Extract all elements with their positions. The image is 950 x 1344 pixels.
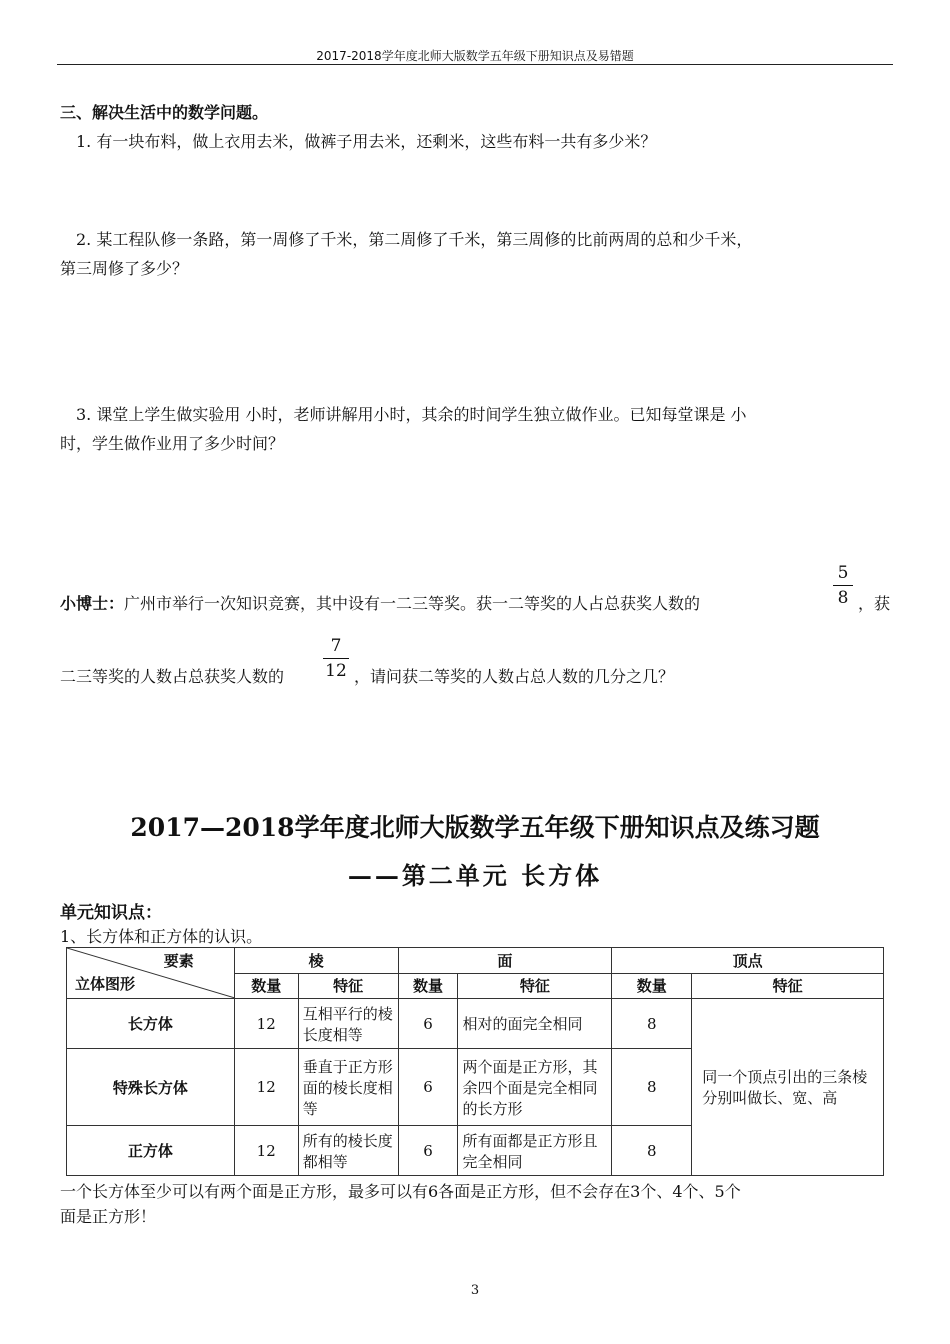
face-feature: 两个面是正方形，其余四个面是完全相同的长方形 — [458, 1049, 612, 1126]
question-1: 1. 有一块布料，做上衣用去米，做裤子用去米，还剩米，这些布料一共有多少米？ — [76, 132, 657, 151]
subheader-count: 数量 — [234, 973, 298, 999]
page-header: 2017-2018学年度北师大版数学五年级下册知识点及易错题 — [316, 49, 634, 63]
edge-count: 12 — [234, 1049, 298, 1126]
group-header-face: 面 — [398, 948, 612, 974]
subheader-count: 数量 — [398, 973, 458, 999]
doctor-text-1: 广州市举行一次知识竞赛，其中设有一二三等奖。获一二等奖的人占总获奖人数的 — [124, 594, 701, 613]
row-name: 正方体 — [67, 1126, 235, 1176]
question-2-line-2: 第三周修了多少？ — [60, 259, 189, 278]
row-name: 特殊长方体 — [67, 1049, 235, 1126]
document-subtitle: ——第二单元 长方体 — [347, 861, 603, 890]
fraction-numerator: 5 — [837, 563, 849, 583]
section-heading: 三、解决生活中的数学问题。 — [60, 103, 269, 122]
doctor-line-1 — [60, 592, 700, 616]
face-feature: 相对的面完全相同 — [458, 999, 612, 1049]
vertex-count: 8 — [612, 999, 692, 1049]
face-count: 6 — [398, 999, 458, 1049]
header-rule — [57, 64, 893, 65]
fraction-bar — [323, 658, 349, 659]
subheader-feature: 特征 — [692, 973, 884, 999]
question-2-line-1: 2. 某工程队修一条路，第一周修了千米，第二周修了千米，第三周修的比前两周的总和少千米， — [76, 230, 753, 249]
page-number: 3 — [470, 1283, 480, 1298]
face-count: 6 — [398, 1126, 458, 1176]
fraction-denominator: 8 — [837, 588, 849, 608]
table-corner-cell — [67, 948, 235, 999]
edge-count: 12 — [234, 1126, 298, 1176]
group-header-edge: 棱 — [234, 948, 398, 974]
doctor-text-2-end: ，请问获二等奖的人数占总人数的几分之几？ — [354, 667, 675, 686]
vertex-count: 8 — [612, 1049, 692, 1126]
solid-figures-table — [66, 947, 884, 1176]
doctor-label: 小博士： — [60, 594, 125, 613]
fraction-5-8 — [833, 562, 853, 609]
fraction-bar — [833, 585, 853, 586]
doctor-text-1-end: ，获 — [858, 594, 891, 613]
corner-bottom-label: 立体图形 — [75, 975, 136, 993]
table-row — [67, 999, 884, 1049]
note-line-1: 一个长方体至少可以有两个面是正方形，最多可以有6各面是正方形，但不会存在3个、4个、5个 — [60, 1182, 741, 1201]
knowledge-heading: 单元知识点： — [60, 903, 162, 923]
corner-top-label: 要素 — [163, 952, 194, 970]
fraction-denominator: 12 — [325, 661, 347, 681]
note-line-2: 面是正方形！ — [60, 1207, 157, 1226]
edge-count: 12 — [234, 999, 298, 1049]
edge-feature: 垂直于正方形面的棱长度相等 — [298, 1049, 398, 1126]
document-title: 2017—2018学年度北师大版数学五年级下册知识点及练习题 — [130, 813, 820, 842]
vertex-count: 8 — [612, 1126, 692, 1176]
edge-feature: 互相平行的棱长度相等 — [298, 999, 398, 1049]
knowledge-item-1: 1、长方体和正方体的认识。 — [60, 927, 263, 946]
face-count: 6 — [398, 1049, 458, 1126]
question-3-line-2: 时，学生做作业用了多少时间？ — [60, 434, 285, 453]
subheader-count: 数量 — [612, 973, 692, 999]
group-header-vertex: 顶点 — [612, 948, 884, 974]
face-feature: 所有面都是正方形且完全相同 — [458, 1126, 612, 1176]
fraction-7-12 — [323, 635, 349, 682]
doctor-text-2: 二三等奖的人数占总获奖人数的 — [60, 667, 285, 686]
question-3-line-1: 3. 课堂上学生做实验用 小时，老师讲解用小时，其余的时间学生独立做作业。已知每堂课是 小 — [76, 405, 747, 424]
row-name: 长方体 — [67, 999, 235, 1049]
subheader-feature: 特征 — [458, 973, 612, 999]
subheader-feature: 特征 — [298, 973, 398, 999]
fraction-numerator: 7 — [330, 636, 342, 656]
edge-feature: 所有的棱长度都相等 — [298, 1126, 398, 1176]
vertex-feature: 同一个顶点引出的三条棱分别叫做长、宽、高 — [692, 999, 884, 1176]
